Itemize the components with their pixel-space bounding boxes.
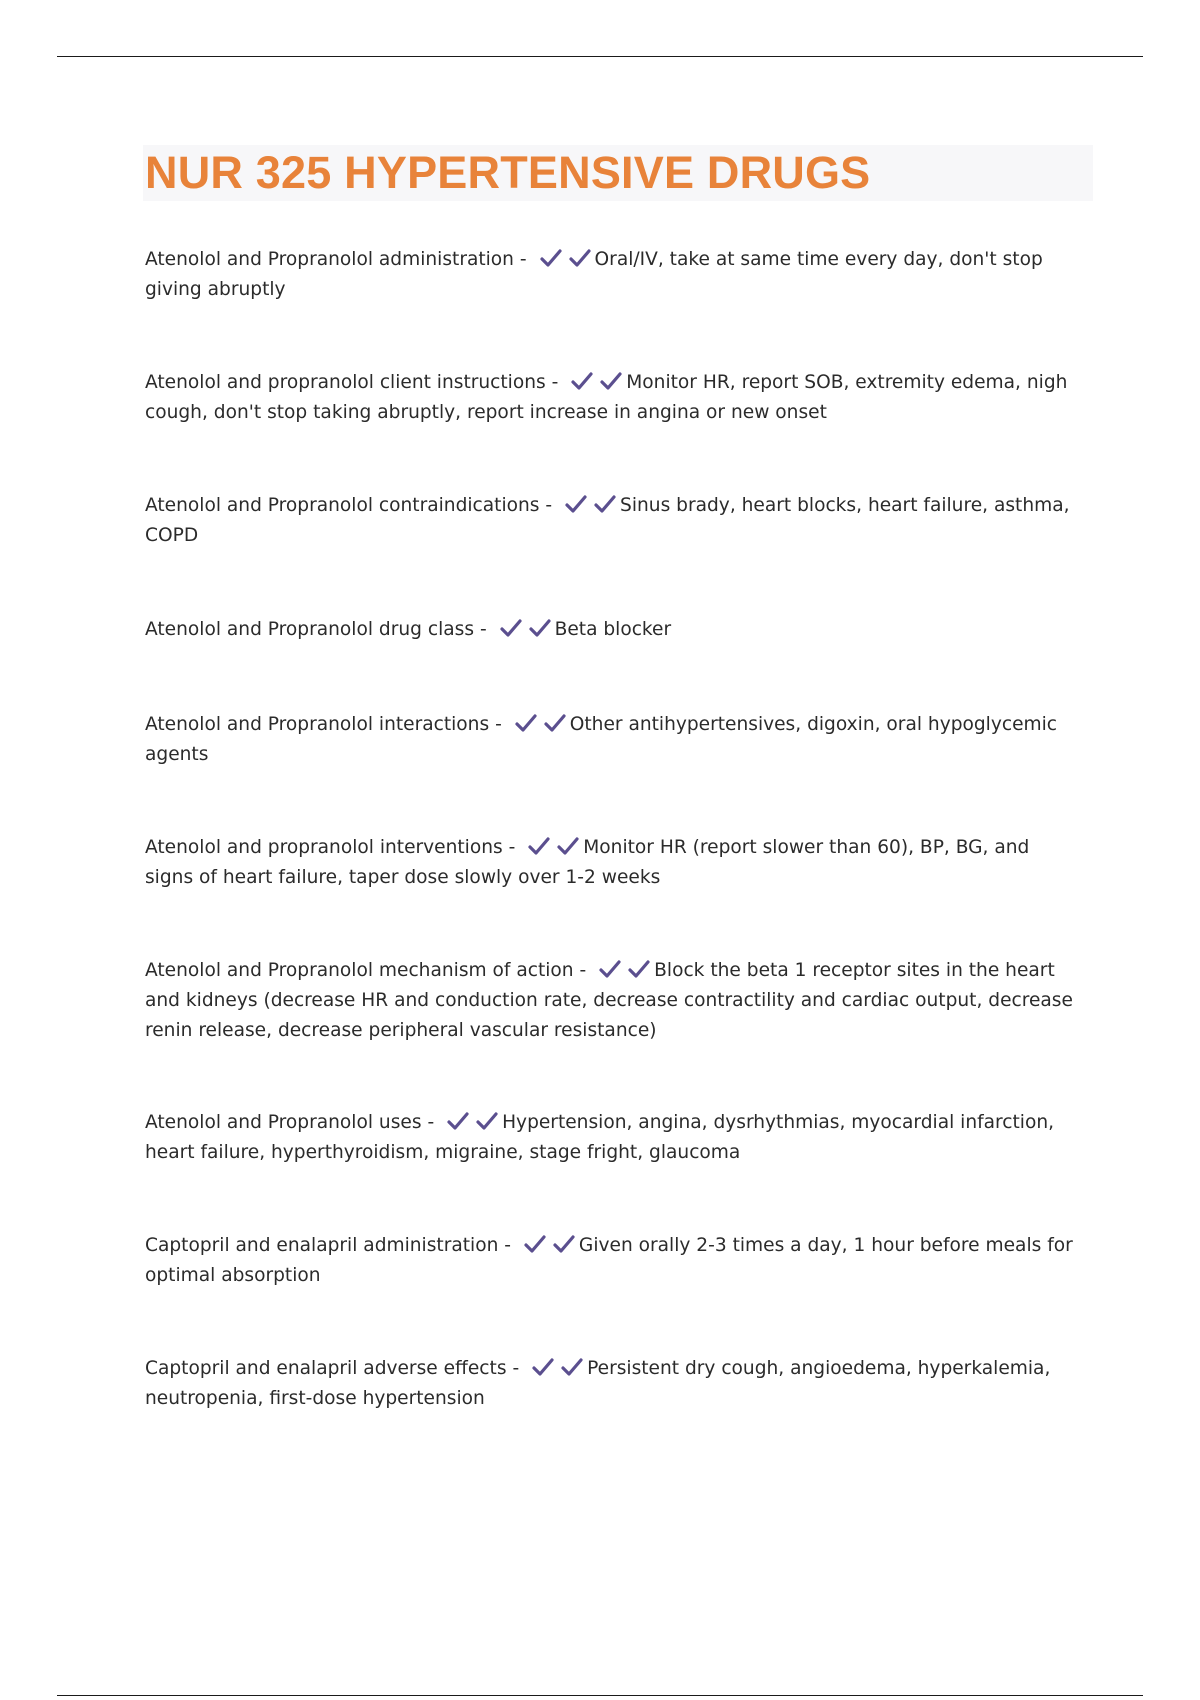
entry-term: Atenolol and Propranolol contraindications [145, 495, 540, 516]
checkmark-icon [446, 1111, 470, 1131]
entry-term: Atenolol and propranolol interventions [145, 837, 503, 858]
entry-separator: - [508, 837, 516, 858]
entry-separator: - [495, 714, 502, 735]
entry-separator: - [504, 1235, 511, 1256]
checkmark-icon [570, 371, 594, 391]
checkmark-icon [552, 1234, 576, 1254]
entry-term: Atenolol and Propranolol mechanism of action [145, 960, 574, 981]
entry-answer: Persistent dry cough, angioedema, hyperkalemia, neutropenia, first-dose hypertension [145, 1358, 1051, 1409]
checkmark-icon [514, 713, 538, 733]
checkmark-icon [599, 371, 623, 391]
entry-term: Atenolol and Propranolol uses [145, 1112, 422, 1133]
entry-answer: Beta blocker [554, 619, 672, 640]
bottom-rule [57, 1695, 1143, 1696]
checkmark-icon [528, 618, 552, 638]
checkmark-icon [539, 248, 563, 268]
entry-answer: Sinus brady, heart blocks, heart failure, asthma, COPD [145, 495, 1070, 546]
checkmark-icon [568, 248, 592, 268]
checkmark-icon [598, 959, 622, 979]
checkmark-icon [543, 713, 567, 733]
checkmark-icon [475, 1111, 499, 1131]
entry-answer: Block the beta 1 receptor sites in the heart and kidneys (decrease HR and conduction rate, decrease contractility and cardiac output, decrease renin release, decrease peripheral vascular resistance) [145, 960, 1073, 1041]
page-title: NUR 325 HYPERTENSIVE DRUGS [145, 147, 871, 198]
flashcard-entry [145, 491, 1080, 551]
flashcard-entry [145, 1354, 1080, 1414]
entry-separator: - [479, 619, 487, 640]
entry-answer: Other antihypertensives, digoxin, oral hypoglycemic agents [145, 714, 1058, 765]
checkmark-icon [560, 1357, 584, 1377]
flashcard-entry [145, 245, 1080, 305]
top-rule [57, 56, 1143, 57]
entry-term: Captopril and enalapril adverse effects [145, 1358, 507, 1379]
entry-separator: - [519, 249, 527, 270]
entry-answer: Oral/IV, take at same time every day, don't stop giving abruptly [145, 249, 1043, 300]
entry-separator: - [427, 1112, 435, 1133]
entry-term: Atenolol and Propranolol interactions [145, 714, 490, 735]
entry-separator: - [579, 960, 587, 981]
checkmark-icon [627, 959, 651, 979]
flashcard-entry [145, 833, 1080, 893]
checkmark-icon [527, 836, 551, 856]
entry-separator: - [551, 372, 559, 393]
checkmark-icon [556, 836, 580, 856]
checkmark-icon [531, 1357, 555, 1377]
entry-separator: - [512, 1358, 520, 1379]
entry-answer: Monitor HR (report slower than 60), BP, BG, and signs of heart failure, taper dose slowly over 1-2 weeks [145, 837, 1030, 888]
flashcard-entry [145, 1108, 1080, 1168]
entry-answer: Monitor HR, report SOB, extremity edema, nigh cough, don't stop taking abruptly, report increase in angina or new onset [145, 372, 1068, 423]
checkmark-icon [593, 494, 617, 514]
flashcard-entry [145, 368, 1080, 428]
flashcard-entry [145, 956, 1080, 1046]
flashcard-entry [145, 1231, 1080, 1291]
checkmark-icon [564, 494, 588, 514]
entry-term: Captopril and enalapril administration [145, 1235, 499, 1256]
entry-answer: Given orally 2-3 times a day, 1 hour before meals for optimal absorption [145, 1235, 1073, 1286]
entry-term: Atenolol and Propranolol administration [145, 249, 514, 270]
flashcard-entry [145, 615, 1080, 645]
checkmark-icon [523, 1234, 547, 1254]
flashcard-entry [145, 710, 1080, 770]
entry-separator: - [545, 495, 553, 516]
checkmark-icon [499, 618, 523, 638]
entry-answer: Hypertension, angina, dysrhythmias, myocardial infarction, heart failure, hyperthyroidism, migraine, stage fright, glaucoma [145, 1112, 1055, 1163]
entry-term: Atenolol and Propranolol drug class [145, 619, 475, 640]
entry-term: Atenolol and propranolol client instructions [145, 372, 546, 393]
